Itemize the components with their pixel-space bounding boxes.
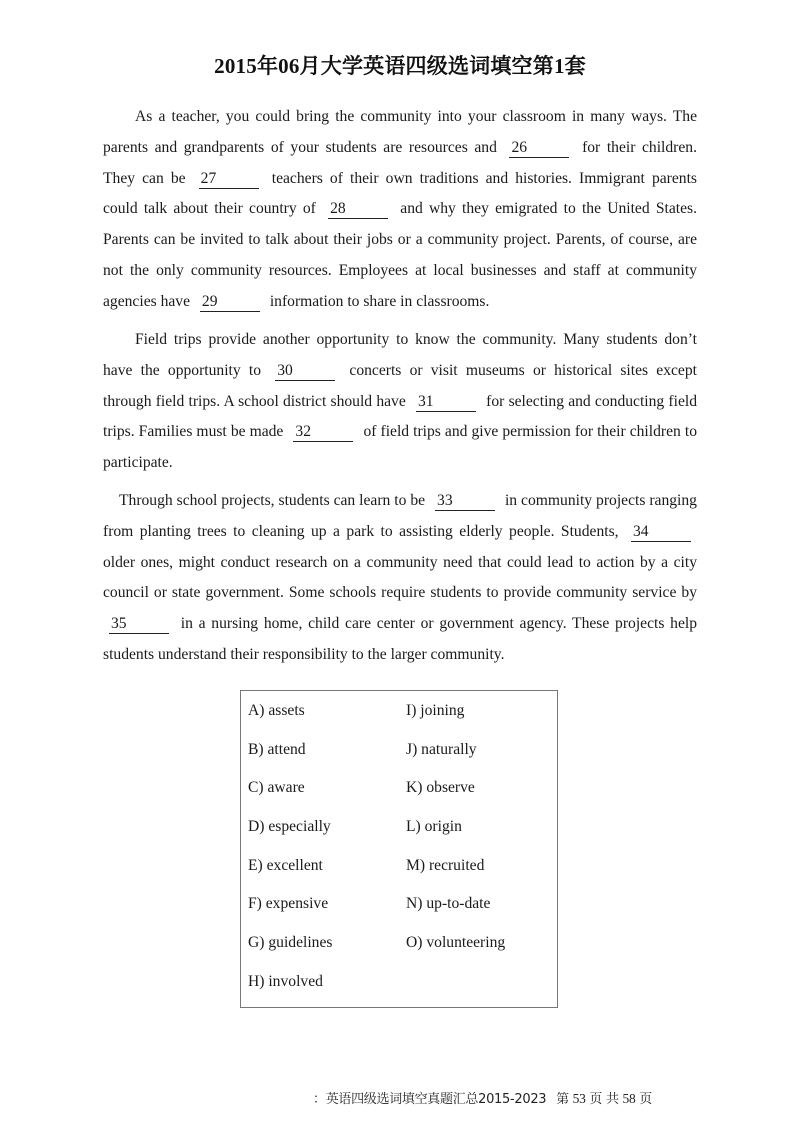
passage-text: As a teacher, you could bring the community into your classroom in many ways. The parents and grandparents of your students are resources and <box>103 108 697 156</box>
footer-current-page: 53 <box>572 1091 586 1106</box>
page-footer <box>313 1088 652 1107</box>
footer-source: ：英语四级选词填空真题汇总2015-2023 <box>313 1092 547 1107</box>
blank-34: 34 <box>631 523 691 542</box>
option-d: D) especially <box>248 818 331 836</box>
blank-27: 27 <box>199 170 259 189</box>
passage-text: for their children. They can be <box>103 138 697 187</box>
passage-text: Field trips provide another opportunity to know the community. Many students don’t have the opportunity to <box>103 331 697 379</box>
paragraph-1 <box>103 102 697 318</box>
passage-text: for selecting and conducting field trips. Families must be made <box>103 392 697 441</box>
option-n: N) up-to-date <box>406 895 491 913</box>
option-l: L) origin <box>406 818 462 836</box>
word-bank-left-column <box>248 699 332 1009</box>
passage-text: teachers of their own traditions and histories. Immigrant parents could talk about their country of <box>103 169 697 218</box>
option-f: F) expensive <box>248 895 329 913</box>
footer-total-label: 共 <box>605 1092 619 1107</box>
option-a: A) assets <box>248 702 305 719</box>
passage-text: Through school projects, students can learn to be <box>119 492 430 509</box>
word-bank <box>240 690 558 1008</box>
footer-page-unit: 页 <box>589 1092 603 1107</box>
word-bank-right-column <box>406 699 505 970</box>
blank-32: 32 <box>293 423 353 442</box>
passage-text: and why they emigrated to the United States. Parents can be invited to talk about their jobs or a community project. Parents, of course, are not the only community resources. Employees at local businesses and staff at community agencies have <box>103 200 697 310</box>
option-i: I) joining <box>406 702 465 719</box>
paragraph-3 <box>103 486 697 671</box>
blank-35: 35 <box>109 615 169 634</box>
passage-text: older ones, might conduct research on a community need that could lead to action by a city council or state government. Some schools require students to provide community service by <box>103 553 697 602</box>
blank-28: 28 <box>328 200 388 219</box>
passage-text: in community projects ranging from planting trees to cleaning up a park to assisting elderly people. Students, <box>103 492 697 540</box>
blank-26: 26 <box>509 139 569 158</box>
option-h: H) involved <box>248 972 323 990</box>
passage-text: information to share in classrooms. <box>265 292 490 310</box>
option-g: G) guidelines <box>248 934 333 952</box>
footer-total-pages: 58 <box>622 1091 636 1106</box>
footer-total-unit: 页 <box>639 1092 652 1107</box>
blank-30: 30 <box>275 362 335 381</box>
option-b: B) attend <box>248 740 306 758</box>
passage-text: in a nursing home, child care center or government agency. These projects help students understand their responsibility to the larger community. <box>103 615 697 663</box>
option-j: J) naturally <box>406 740 477 758</box>
option-e: E) excellent <box>248 856 323 874</box>
paragraph-2 <box>103 325 697 479</box>
document-title: 2015年06月大学英语四级选词填空第1套 <box>214 54 586 78</box>
blank-31: 31 <box>416 393 476 412</box>
passage-text: concerts or visit museums or historical sites except through field trips. A school district should have <box>103 361 697 410</box>
option-m: M) recruited <box>406 856 485 874</box>
blank-29: 29 <box>200 293 260 312</box>
option-o: O) volunteering <box>406 934 506 952</box>
footer-page-label: 第 <box>556 1092 569 1107</box>
blank-33: 33 <box>435 492 495 511</box>
passage-text: of field trips and give permission for their children to participate. <box>103 423 697 472</box>
option-k: K) observe <box>406 779 475 797</box>
option-c: C) aware <box>248 779 305 797</box>
